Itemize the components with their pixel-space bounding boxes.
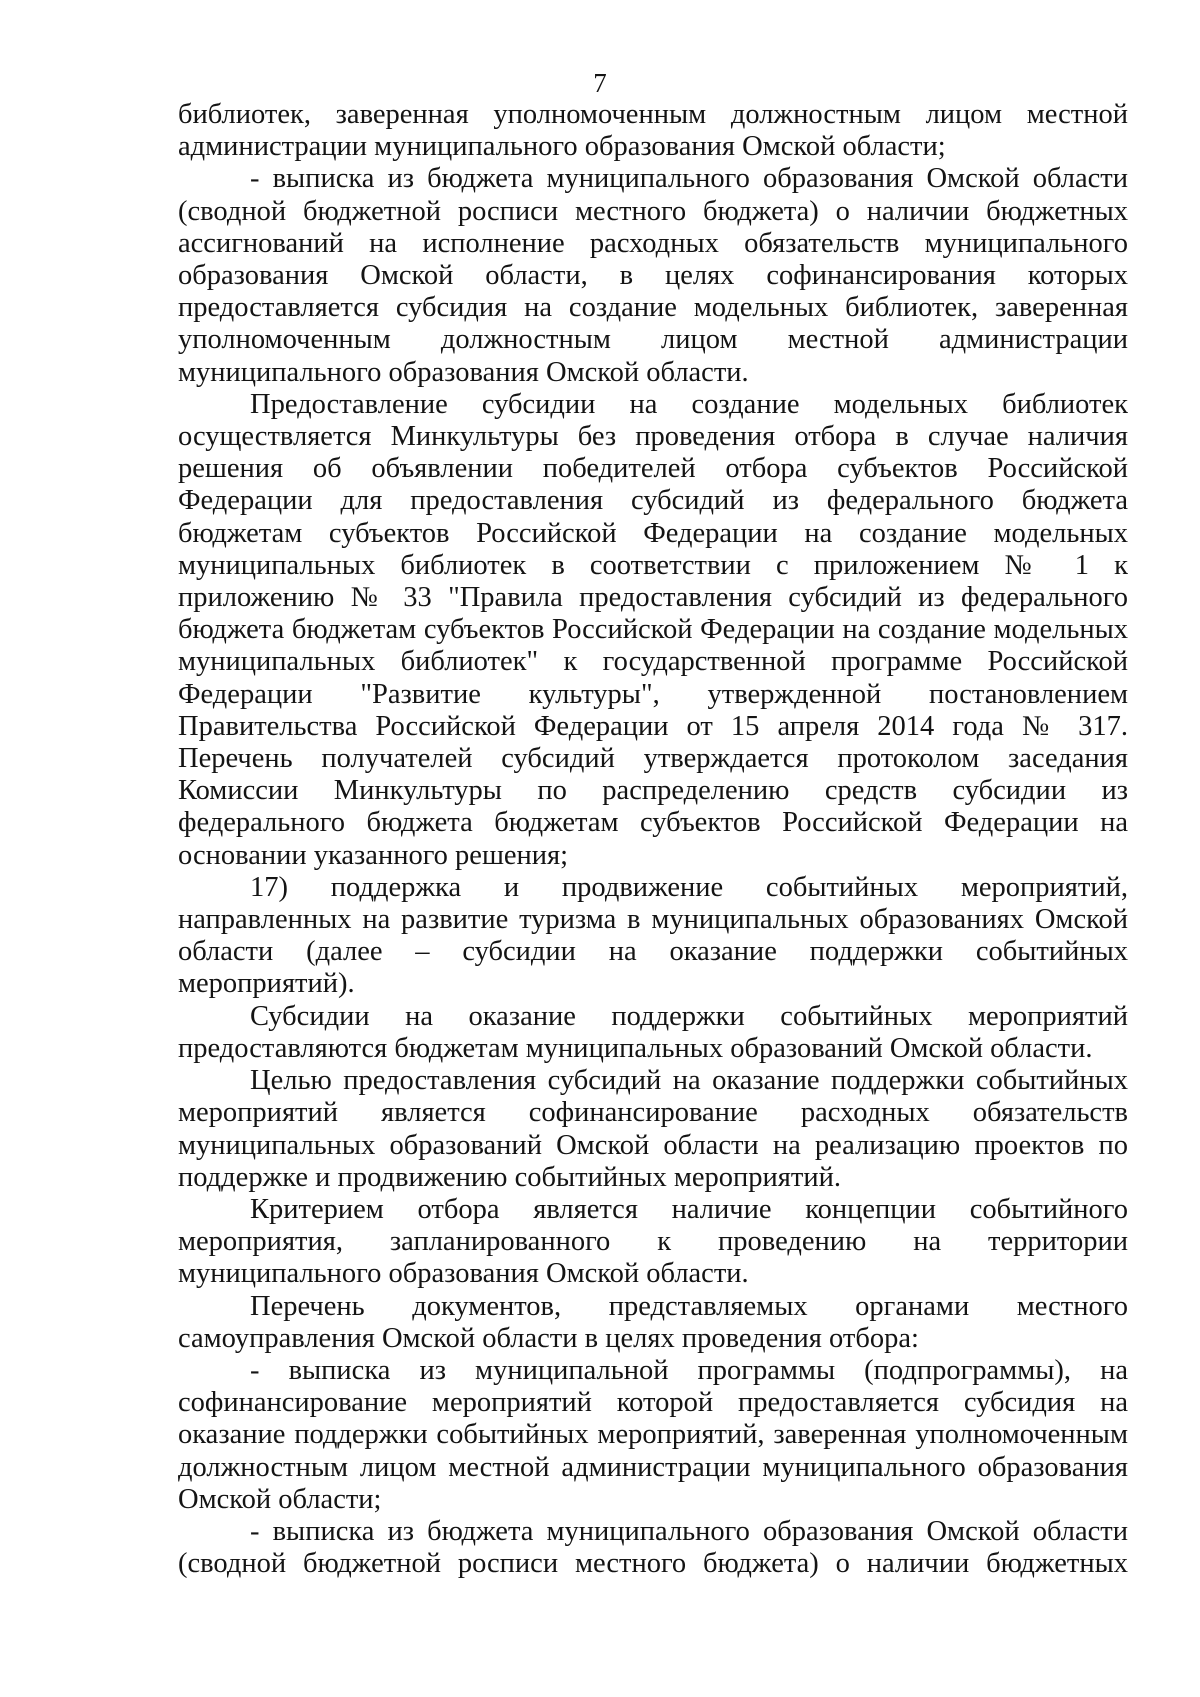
paragraph-subsidy-purpose: Целью предоставления субсидий на оказание поддержки событийных мероприятий является софинансирование расходных обязательств муниципальных образований Омской области на реализацию проектов по поддержке и продвижению событийных мероприятий.: [178, 1065, 1128, 1193]
document-body: [178, 99, 1128, 1580]
page-number: 7: [593, 68, 607, 98]
paragraph-item-17: 17) поддержка и продвижение событийных мероприятий, направленных на развитие туризма в муниципальных образованиях Омской области (далее – субсидии на оказание поддержки событийных мероприятий).: [178, 871, 1128, 1000]
paragraph-continuation: библиотек, заверенная уполномоченным должностным лицом местной администрации муниципального образования Омской области;: [178, 99, 1128, 163]
paragraph-selection-criterion: Критерием отбора является наличие концепции событийного мероприятия, запланированного к проведению на территории муниципального образования Омской области.: [178, 1193, 1128, 1290]
paragraph-subsidy-without-selection: Предоставление субсидии на создание модельных библиотек осуществляется Минкультуры без проведения отбора в случае наличия решения об объявлении победителей отбора субъектов Российской Федерации для предоставления субсидий из федерального бюджета бюджетам субъектов Российской Федерации на создание модельных муниципальных библиотек в соответствии с приложением № 1 к приложению № 33 "Правила предоставления субсидий из федерального бюджета бюджетам субъектов Российской Федерации на создание модельных муниципальных библиотек" к государственной программе Российской Федерации "Развитие культуры", утвержденной постановлением Правительства Российской Федерации от 15 апреля 2014 года № 317. Перечень получателей субсидий утверждается протоколом заседания Комиссии Минкультуры по распределению средств субсидии из федерального бюджета бюджетам субъектов Российской Федерации на основании указанного решения;: [178, 388, 1128, 871]
paragraph-subsidy-recipients: Субсидии на оказание поддержки событийных мероприятий предоставляются бюджетам муниципальных образований Омской области.: [178, 1000, 1128, 1064]
paragraph-documents-list: Перечень документов, представляемых органами местного самоуправления Омской области в целях проведения отбора:: [178, 1290, 1128, 1354]
paragraph-budget-extract: - выписка из бюджета муниципального образования Омской области (сводной бюджетной росписи местного бюджета) о наличии бюджетных ассигнований на исполнение расходных обязательств муниципального образования Омской области, в целях софинансирования которых предоставляется субсидия на создание модельных библиотек, заверенная уполномоченным должностным лицом местной администрации муниципального образования Омской области.: [178, 163, 1128, 388]
paragraph-program-extract: - выписка из муниципальной программы (подпрограммы), на софинансирование мероприятий которой предоставляется субсидия на оказание поддержки событийных мероприятий, заверенная уполномоченным должностным лицом местной администрации муниципального образования Омской области;: [178, 1354, 1128, 1515]
paragraph-budget-extract-continued: - выписка из бюджета муниципального образования Омской области (сводной бюджетной росписи местного бюджета) о наличии бюджетных: [178, 1515, 1128, 1580]
